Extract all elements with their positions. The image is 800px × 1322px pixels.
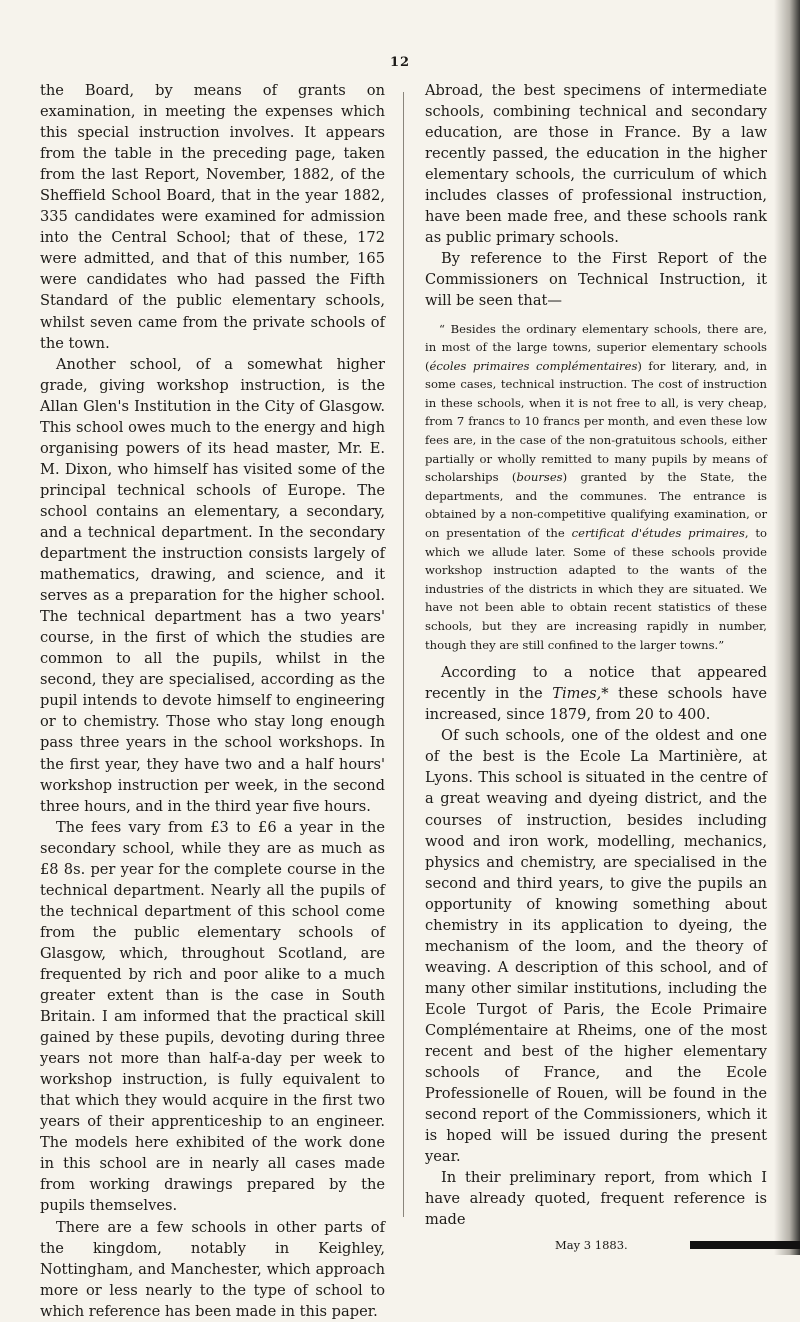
- times-italic: Times,*: [552, 685, 609, 703]
- page-edge-shadow: [774, 0, 800, 1255]
- right-paragraph-preliminary: In their preliminary report, from which I have already quoted, frequent reference is made: [425, 1169, 767, 1229]
- left-paragraph-2: Another school, of a somewhat higher grade, giving workshop instruction, is the Allan Glen's Institution in the City of Glasgow. This school owes much to the energy and high organising powers of its head master, Mr. E. M. Dixon, who himself has visited some of the principal technical schools of Europe. The school contains an elementary, a secondary, and a technical department. In the secondary department the instruction consists largely of mathematics, drawing, and science, and it serves as a preparation for the higher school. The technical department has a two years' course, in the first of which the studies are common to all the pupils, whilst in the second, they are specialised, according as the pupil intends to devote himself to engineering or to chemistry. Those who stay long enough pass three years in the school workshops. In the first year, they have two and a half hours' workshop instruction per week, in the second three hours, and in the third year five hours.: [40, 355, 385, 815]
- left-paragraph-1: the Board, by means of grants on examination, in meeting the expenses which this special instruction involves. It appears from the table in the preceding page, taken from the last Report, November, 1882, of the Sheffield School Board, that in the year 1882, 335 candidates were examined for admission into the Central School; that of these, 172 were admitted, and that of this number, 165 were candidates who had passed the Fifth Standard of the public elementary schools, whilst seven came from the private schools of the town.: [40, 82, 385, 352]
- quote-part-3: ) granted by the State, the departments, and the communes. The entrance is obtained by a non-competitive qualifying examination, or on presentation of the: [425, 470, 767, 541]
- left-column: [40, 80, 385, 1322]
- quote-part-2: ) for literary, and, in some cases, technical instruction. The cost of instruction in these schools, when it is not free to all, is very cheap, from 7 francs to 10 francs per month, and even these low fees are, in the case of the non-gratuitous schools, either partially or wholly remitted to many pupils by means of scholarships (: [425, 358, 767, 485]
- times-after: these schools have increased, since 1879, from 20 to 400.: [425, 685, 768, 724]
- page-number: 12: [389, 55, 411, 70]
- column-divider: [403, 92, 404, 1217]
- times-paragraph: [425, 662, 767, 725]
- right-paragraph-2: By reference to the First Report of the Commissioners on Technical Instruction, it will be seen that—: [425, 250, 767, 310]
- block-quote: [425, 320, 767, 655]
- quote-italic-1: écoles primaires complémentaires: [429, 358, 638, 373]
- quote-part-1: “ Besides the ordinary elementary schools, there are, in most of the large towns, superior elementary schools (: [425, 321, 767, 373]
- quote-part-4: , to which we allude later. Some of these schools provide workshop instruction adapted to the wants of the industries of the districts in which they are situated. We have not been able to obtain recent statistics of these schools, but they are increasing rapidly in number, though they are still confined to the larger towns.”: [425, 526, 768, 652]
- right-paragraph-1: Abroad, the best specimens of intermediate schools, combining technical and secondary education, are those in France. By a law recently passed, the education in the higher elementary schools, the curriculum of which includes classes of professional instruction, have been made free, and these schools rank as public primary schools.: [425, 82, 767, 247]
- left-paragraph-4: There are a few schools in other parts of the kingdom, notably in Keighley, Nottingham, and Manchester, which approach more or less nearly to the type of school to which reference has been made in this paper.: [40, 1218, 385, 1320]
- scan-edge-bar: [690, 1241, 800, 1249]
- right-paragraph-martiniere: Of such schools, one of the oldest and one of the best is the Ecole La Martinière, at Lyons. This school is situated in the centre of a great weaving and dyeing district, and the courses of instruction, besides including wood and iron work, modelling, mechanics, physics and chemistry, are specialised in the second and third years, to give the pupils an opportunity of knowing something about chemistry in its application to dyeing, the mechanism of the loom, and the theory of weaving. A description of this school, and of many other similar institutions, including the Ecole Turgot of Paris, the Ecole Primaire Complémentaire at Rheims, one of the most recent and best of the higher elementary schools of France, and the Ecole Professionelle of Rouen, will be found in the second report of the Commissioners, which it is hoped will be issued during the present year.: [425, 727, 767, 1166]
- quote-italic-2: bourses: [516, 470, 563, 485]
- right-column: [425, 80, 767, 1252]
- quote-italic-3: certificat d'études primaires: [571, 526, 745, 541]
- left-paragraph-3: The fees vary from £3 to £6 a year in the secondary school, while they are as much as £8 8s. per year for the complete course in the technical department. Nearly all the pupils of the technical department of this school come from the public elementary schools of Glasgow, which, throughout Scotland, are frequented by rich and poor alike to a much greater extent than is the case in South Britain. I am informed that the practical skill gained by these pupils, devoting during three years not more than half-a-day per week to workshop instruction, is fully equivalent to that which they would acquire in the first two years of their apprenticeship to an engineer. The models here exhibited of the work done in this school are in nearly all cases made from working drawings prepared by the pupils themselves.: [40, 818, 385, 1215]
- times-before: According to a notice that appeared recently in the: [425, 664, 767, 703]
- footnote-date: May 3 1883.: [555, 1238, 628, 1253]
